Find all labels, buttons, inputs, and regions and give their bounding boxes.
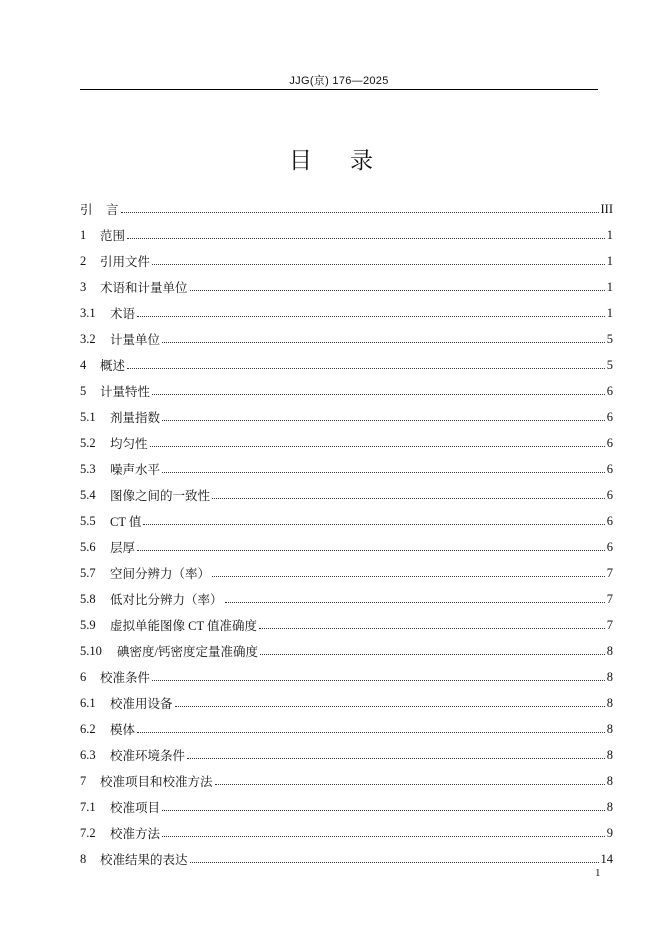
toc-leader-dots [127, 238, 605, 239]
toc-leader-dots [152, 680, 605, 681]
toc-entry[interactable] [80, 768, 613, 794]
toc-leader-dots [259, 628, 605, 629]
toc-entry-label: 空间分辨力（率） [110, 567, 211, 581]
toc-entry-label: CT 值 [110, 515, 142, 529]
toc-entry-number: 5.8 [80, 591, 96, 606]
toc-entry-number: 5 [80, 383, 87, 398]
toc-entry[interactable] [80, 560, 613, 586]
toc-entry-page: 6 [606, 461, 613, 476]
toc-leader-dots [187, 758, 605, 759]
toc-entry-number: 5.2 [80, 435, 96, 450]
toc-entry-label: 模体 [110, 723, 136, 737]
toc-entry[interactable] [80, 846, 613, 872]
toc-entry-label: 计量特性 [100, 385, 151, 399]
toc-leader-dots [127, 368, 605, 369]
toc-entry-number: 1 [80, 227, 87, 242]
toc-entry-number: 3 [80, 279, 87, 294]
toc-entry-page: 6 [606, 513, 613, 528]
toc-entry-page: 8 [606, 669, 613, 684]
toc-leader-dots [162, 342, 605, 343]
toc-entry[interactable] [80, 248, 613, 274]
toc-entry[interactable] [80, 456, 613, 482]
toc-entry-number: 6.1 [80, 695, 96, 710]
toc-entry-page: 7 [606, 591, 613, 606]
toc-entry-number: 5.5 [80, 513, 96, 528]
header-rule [80, 89, 598, 90]
toc-leader-dots [190, 290, 605, 291]
toc-entry-number: 2 [80, 253, 87, 268]
toc-leader-dots [137, 550, 605, 551]
toc-entry[interactable] [80, 352, 613, 378]
toc-entry-number: 7.1 [80, 799, 96, 814]
toc-entry-number: 5.9 [80, 617, 96, 632]
toc-entry-number: 5.10 [80, 643, 102, 658]
toc-entry-label: 术语 [110, 307, 136, 321]
toc-entry-number: 7.2 [80, 825, 96, 840]
toc-leader-dots [162, 420, 605, 421]
toc-entry[interactable] [80, 274, 613, 300]
toc-entry-page: 5 [606, 331, 613, 346]
toc-entry[interactable] [80, 378, 613, 404]
toc-title-char-2: 录 [350, 148, 373, 174]
toc-entry-label: 图像之间的一致性 [110, 489, 211, 503]
toc-entry-page: 8 [606, 643, 613, 658]
toc-leader-dots [121, 212, 599, 213]
toc-entry-label: 校准用设备 [110, 697, 173, 711]
toc-leader-dots [212, 576, 605, 577]
toc-entry-page: 1 [606, 227, 613, 242]
toc-entry[interactable] [80, 794, 613, 820]
toc-entry[interactable] [80, 508, 613, 534]
toc-entry-number: 3.1 [80, 305, 96, 320]
toc-entry-number: 5.3 [80, 461, 96, 476]
toc-title [0, 142, 662, 175]
toc-entry-label: 校准项目和校准方法 [100, 775, 213, 789]
toc-entry-page: 9 [606, 825, 613, 840]
toc-leader-dots [152, 394, 605, 395]
toc-entry-number: 6 [80, 669, 87, 684]
toc-entry-page: 8 [606, 747, 613, 762]
toc-leader-dots [143, 524, 604, 525]
toc-entry[interactable] [80, 196, 613, 222]
toc-entry[interactable] [80, 482, 613, 508]
toc-entry-page: 6 [606, 487, 613, 502]
toc-entry-label: 虚拟单能图像 CT 值准确度 [110, 619, 257, 633]
table-of-contents [80, 196, 613, 872]
toc-entry[interactable] [80, 742, 613, 768]
toc-entry[interactable] [80, 716, 613, 742]
toc-entry-page: 6 [606, 435, 613, 450]
toc-entry-label: 引用文件 [100, 255, 151, 269]
toc-title-char-1: 目 [289, 148, 312, 174]
toc-leader-dots [137, 732, 605, 733]
toc-entry-page: 8 [606, 799, 613, 814]
toc-leader-dots [150, 446, 605, 447]
toc-entry-number: 3.2 [80, 331, 96, 346]
toc-entry-label: 校准环境条件 [110, 749, 186, 763]
toc-entry-label: 碘密度/钙密度定量准确度 [117, 645, 258, 659]
toc-entry-number: 6.3 [80, 747, 96, 762]
toc-entry-number: 引 [80, 203, 93, 217]
toc-leader-dots [162, 836, 605, 837]
toc-leader-dots [225, 602, 605, 603]
toc-entry[interactable] [80, 430, 613, 456]
page-number: 1 [595, 867, 601, 879]
toc-entry-number: 4 [80, 357, 87, 372]
toc-leader-dots [212, 498, 605, 499]
toc-leader-dots [260, 654, 605, 655]
toc-leader-dots [190, 862, 599, 863]
toc-entry-page: 8 [606, 773, 613, 788]
toc-leader-dots [162, 810, 605, 811]
document-header-code: JJG(京) 176—2025 [289, 75, 389, 87]
toc-entry-page: 7 [606, 617, 613, 632]
toc-entry-label: 低对比分辨力（率） [110, 593, 223, 607]
toc-entry-page: 6 [606, 383, 613, 398]
toc-entry-label: 层厚 [110, 541, 136, 555]
toc-entry-label: 言 [106, 203, 119, 217]
toc-entry[interactable] [80, 534, 613, 560]
toc-leader-dots [215, 784, 605, 785]
toc-entry[interactable] [80, 690, 613, 716]
toc-entry-number: 6.2 [80, 721, 96, 736]
toc-leader-dots [137, 316, 605, 317]
toc-entry-page: 6 [606, 539, 613, 554]
toc-entry-page: 1 [606, 253, 613, 268]
toc-entry-label: 校准项目 [110, 801, 161, 815]
toc-entry-label: 剂量指数 [110, 411, 161, 425]
toc-entry-label: 均匀性 [110, 437, 148, 451]
toc-entry-number: 8 [80, 851, 87, 866]
toc-entry[interactable] [80, 222, 613, 248]
toc-entry-number: 5.6 [80, 539, 96, 554]
toc-entry-label: 校准条件 [100, 671, 151, 685]
toc-entry-page: 14 [600, 851, 613, 866]
toc-entry[interactable] [80, 664, 613, 690]
toc-entry-page: 1 [606, 279, 613, 294]
toc-entry[interactable] [80, 638, 613, 664]
toc-entry-page: 5 [606, 357, 613, 372]
toc-entry-page: III [600, 201, 613, 216]
toc-entry-label: 校准结果的表达 [100, 853, 188, 867]
toc-leader-dots [162, 472, 605, 473]
toc-entry[interactable] [80, 612, 613, 638]
toc-entry-label: 噪声水平 [110, 463, 161, 477]
toc-entry-page: 8 [606, 695, 613, 710]
toc-entry-label: 校准方法 [110, 827, 161, 841]
toc-entry-page: 1 [606, 305, 613, 320]
toc-entry-number: 7 [80, 773, 87, 788]
toc-entry[interactable] [80, 586, 613, 612]
toc-entry-page: 6 [606, 409, 613, 424]
toc-entry-number: 5.7 [80, 565, 96, 580]
toc-entry[interactable] [80, 300, 613, 326]
toc-entry[interactable] [80, 404, 613, 430]
toc-leader-dots [175, 706, 605, 707]
toc-entry-label: 术语和计量单位 [100, 281, 188, 295]
toc-entry-number: 5.4 [80, 487, 96, 502]
toc-entry-label: 范围 [100, 229, 126, 243]
toc-entry-page: 7 [606, 565, 613, 580]
toc-entry[interactable] [80, 326, 613, 352]
toc-entry[interactable] [80, 820, 613, 846]
toc-entry-page: 8 [606, 721, 613, 736]
toc-leader-dots [152, 264, 605, 265]
toc-entry-label: 概述 [100, 359, 126, 373]
toc-entry-number: 5.1 [80, 409, 96, 424]
toc-entry-label: 计量单位 [110, 333, 161, 347]
